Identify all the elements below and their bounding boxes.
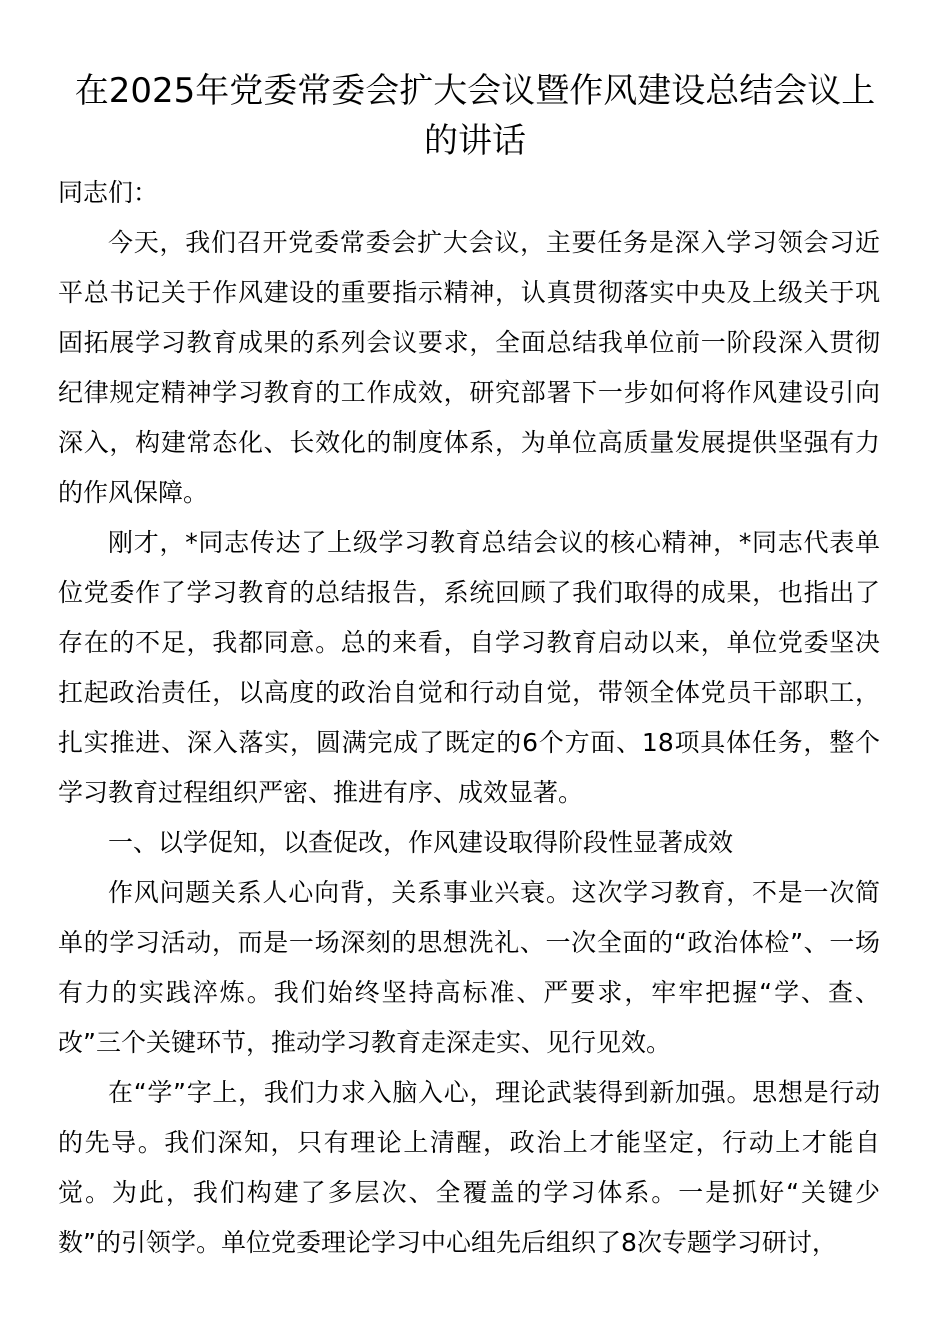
paragraph-section-intro: 作风问题关系人心向背，关系事业兴衰。这次学习教育，不是一次简单的学习活动，而是一场深刻的思想洗礼、一次全面的“政治体检”、一场有力的实践淬炼。我们始终坚持高标准、严要求，牢牢把握“学、查、改”三个关键环节，推动学习教育走深走实、见行见效。	[58, 878, 880, 1057]
salutation: 同志们：	[58, 178, 159, 207]
paragraph-study: 在“学”字上，我们力求入脑入心，理论武装得到新加强。思想是行动的先导。我们深知，只有理论上清醒，政治上才能坚定，行动上才能自觉。为此，我们构建了多层次、全覆盖的学习体系。一是抓好“关键少数”的引领学。单位党委理论学习中心组先后组织了8次专题学习研讨，	[58, 1078, 880, 1257]
document-body	[58, 168, 880, 1268]
paragraph-opening: 今天，我们召开党委常委会扩大会议，主要任务是深入学习领会习近平总书记关于作风建设的重要指示精神，认真贯彻落实中央及上级关于巩固拓展学习教育成果的系列会议要求，全面总结我单位前一阶段深入贯彻纪律规定精神学习教育的工作成效，研究部署下一步如何将作风建设引向深入，构建常态化、长效化的制度体系，为单位高质量发展提供坚强有力的作风保障。	[58, 228, 880, 507]
document-title: 在2025年党委常委会扩大会议暨作风建设总结会议上的讲话	[74, 71, 876, 161]
paragraph-summary: 刚才，*同志传达了上级学习教育总结会议的核心精神，*同志代表单位党委作了学习教育的总结报告，系统回顾了我们取得的成果，也指出了存在的不足，我都同意。总的来看，自学习教育启动以来，单位党委坚决扛起政治责任，以高度的政治自觉和行动自觉，带领全体党员干部职工，扎实推进、深入落实，圆满完成了既定的6个方面、18项具体任务，整个学习教育过程组织严密、推进有序、成效显著。	[58, 528, 880, 807]
section-heading-1: 一、以学促知，以查促改，作风建设取得阶段性显著成效	[108, 828, 734, 857]
